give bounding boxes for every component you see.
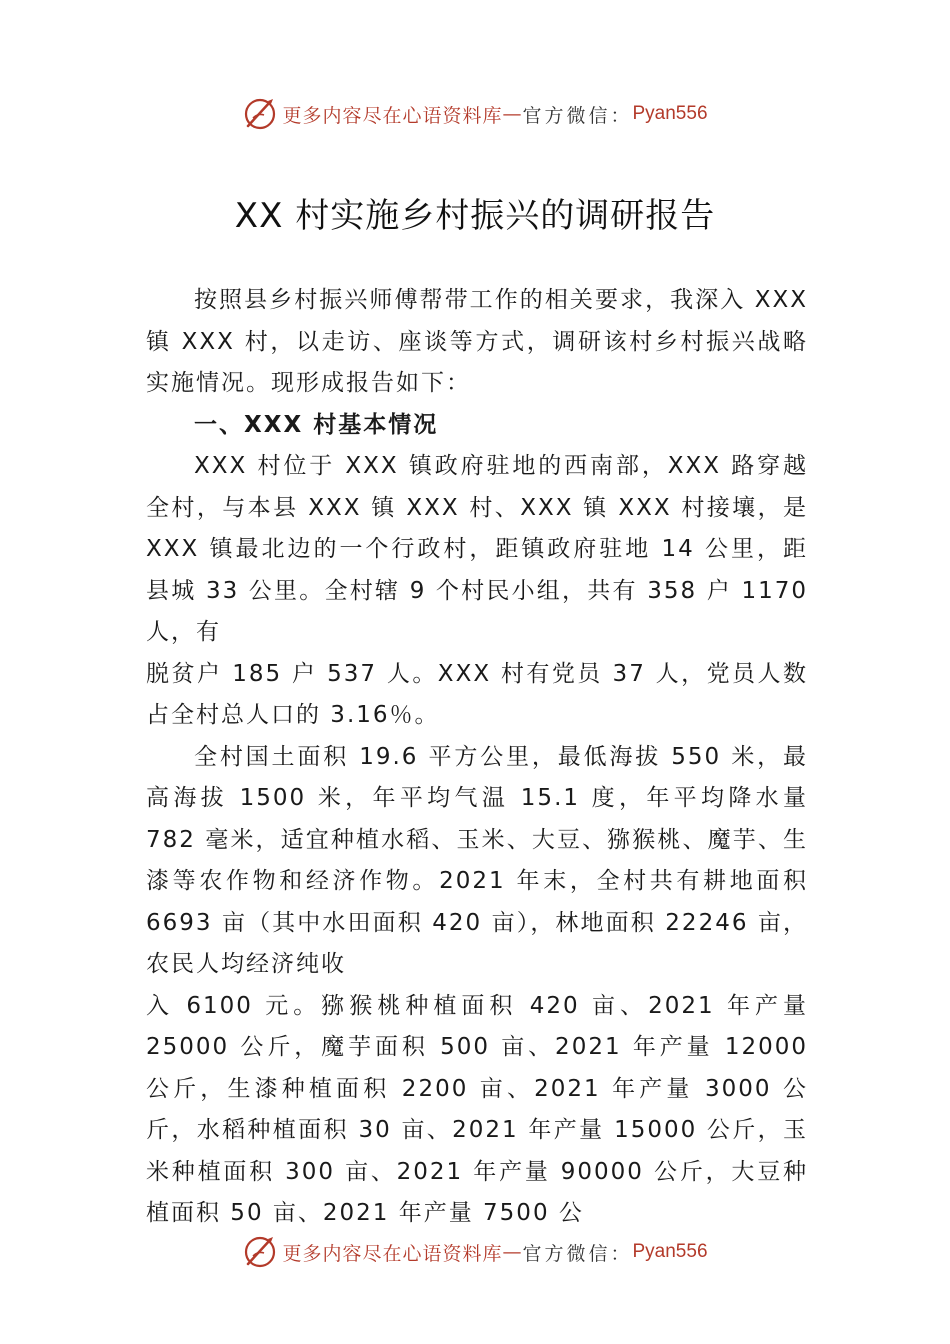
body-paragraph: 脱贫户 185 户 537 人。XXX 村有党员 37 人，党员人数占全村总人口的 3.16％。 (146, 660, 808, 728)
document-body (146, 280, 808, 1235)
banner-dash: — (502, 103, 523, 125)
footer-watermark-banner (0, 1232, 950, 1272)
banner-wechat-label: 官方微信： (522, 1242, 633, 1265)
body-paragraph: XXX 村位于 XXX 镇政府驻地的西南部，XXX 路穿越全村，与本县 XXX 镇 XXX 村、XXX 镇 XXX 村接壤，是 XXX 镇最北边的一个行政村，距镇政府驻地 14 公里，距县城 33 公里。全村辖 9 个村民小组，共有 358 户 1170 人，有 (146, 453, 808, 645)
header-watermark-banner (0, 94, 950, 134)
intro-paragraph: 按照县乡村振兴师傅帮带工作的相关要求，我深入 XXX 镇 XXX 村，以走访、座谈等方式，调研该村乡村振兴战略实施情况。现形成报告如下： (146, 287, 808, 396)
banner-wechat-label: 官方微信： (522, 104, 633, 127)
banner-wechat-id: Pyan556 (632, 1241, 708, 1262)
pen-circle-logo-icon (242, 1234, 278, 1270)
banner-wechat-id: Pyan556 (632, 103, 708, 124)
section-heading: 一、XXX 村基本情况 (194, 411, 439, 438)
banner-site-name: 更多内容尽在心语资料库 (282, 1242, 503, 1265)
document-title: XX 村实施乡村振兴的调研报告 (234, 196, 716, 236)
body-paragraph: 全村国土面积 19.6 平方公里，最低海拔 550 米，最高海拔 1500 米，年平均气温 15.1 度，年平均降水量 782 毫米，适宜种植水稻、玉米、大豆、猕猴桃、魔芋、生漆等农作物和经济作物。2021 年末，全村共有耕地面积 6693 亩（其中水田面积 420 亩），林地面积 22246 亩，农民人均经济纯收 (146, 743, 808, 977)
pen-circle-logo-icon (242, 96, 278, 132)
banner-site-name: 更多内容尽在心语资料库 (282, 104, 503, 127)
banner-dash: — (502, 1241, 523, 1263)
body-paragraph: 入 6100 元。猕猴桃种植面积 420 亩、2021 年产量 25000 公斤，魔芋面积 500 亩、2021 年产量 12000 公斤，生漆种植面积 2200 亩、2021 年产量 3000 公斤，水稻种植面积 30 亩、2021 年产量 15000 公斤，玉米种植面积 300 亩、2021 年产量 90000 公斤，大豆种植面积 50 亩、2021 年产量 7500 公 (146, 992, 808, 1226)
